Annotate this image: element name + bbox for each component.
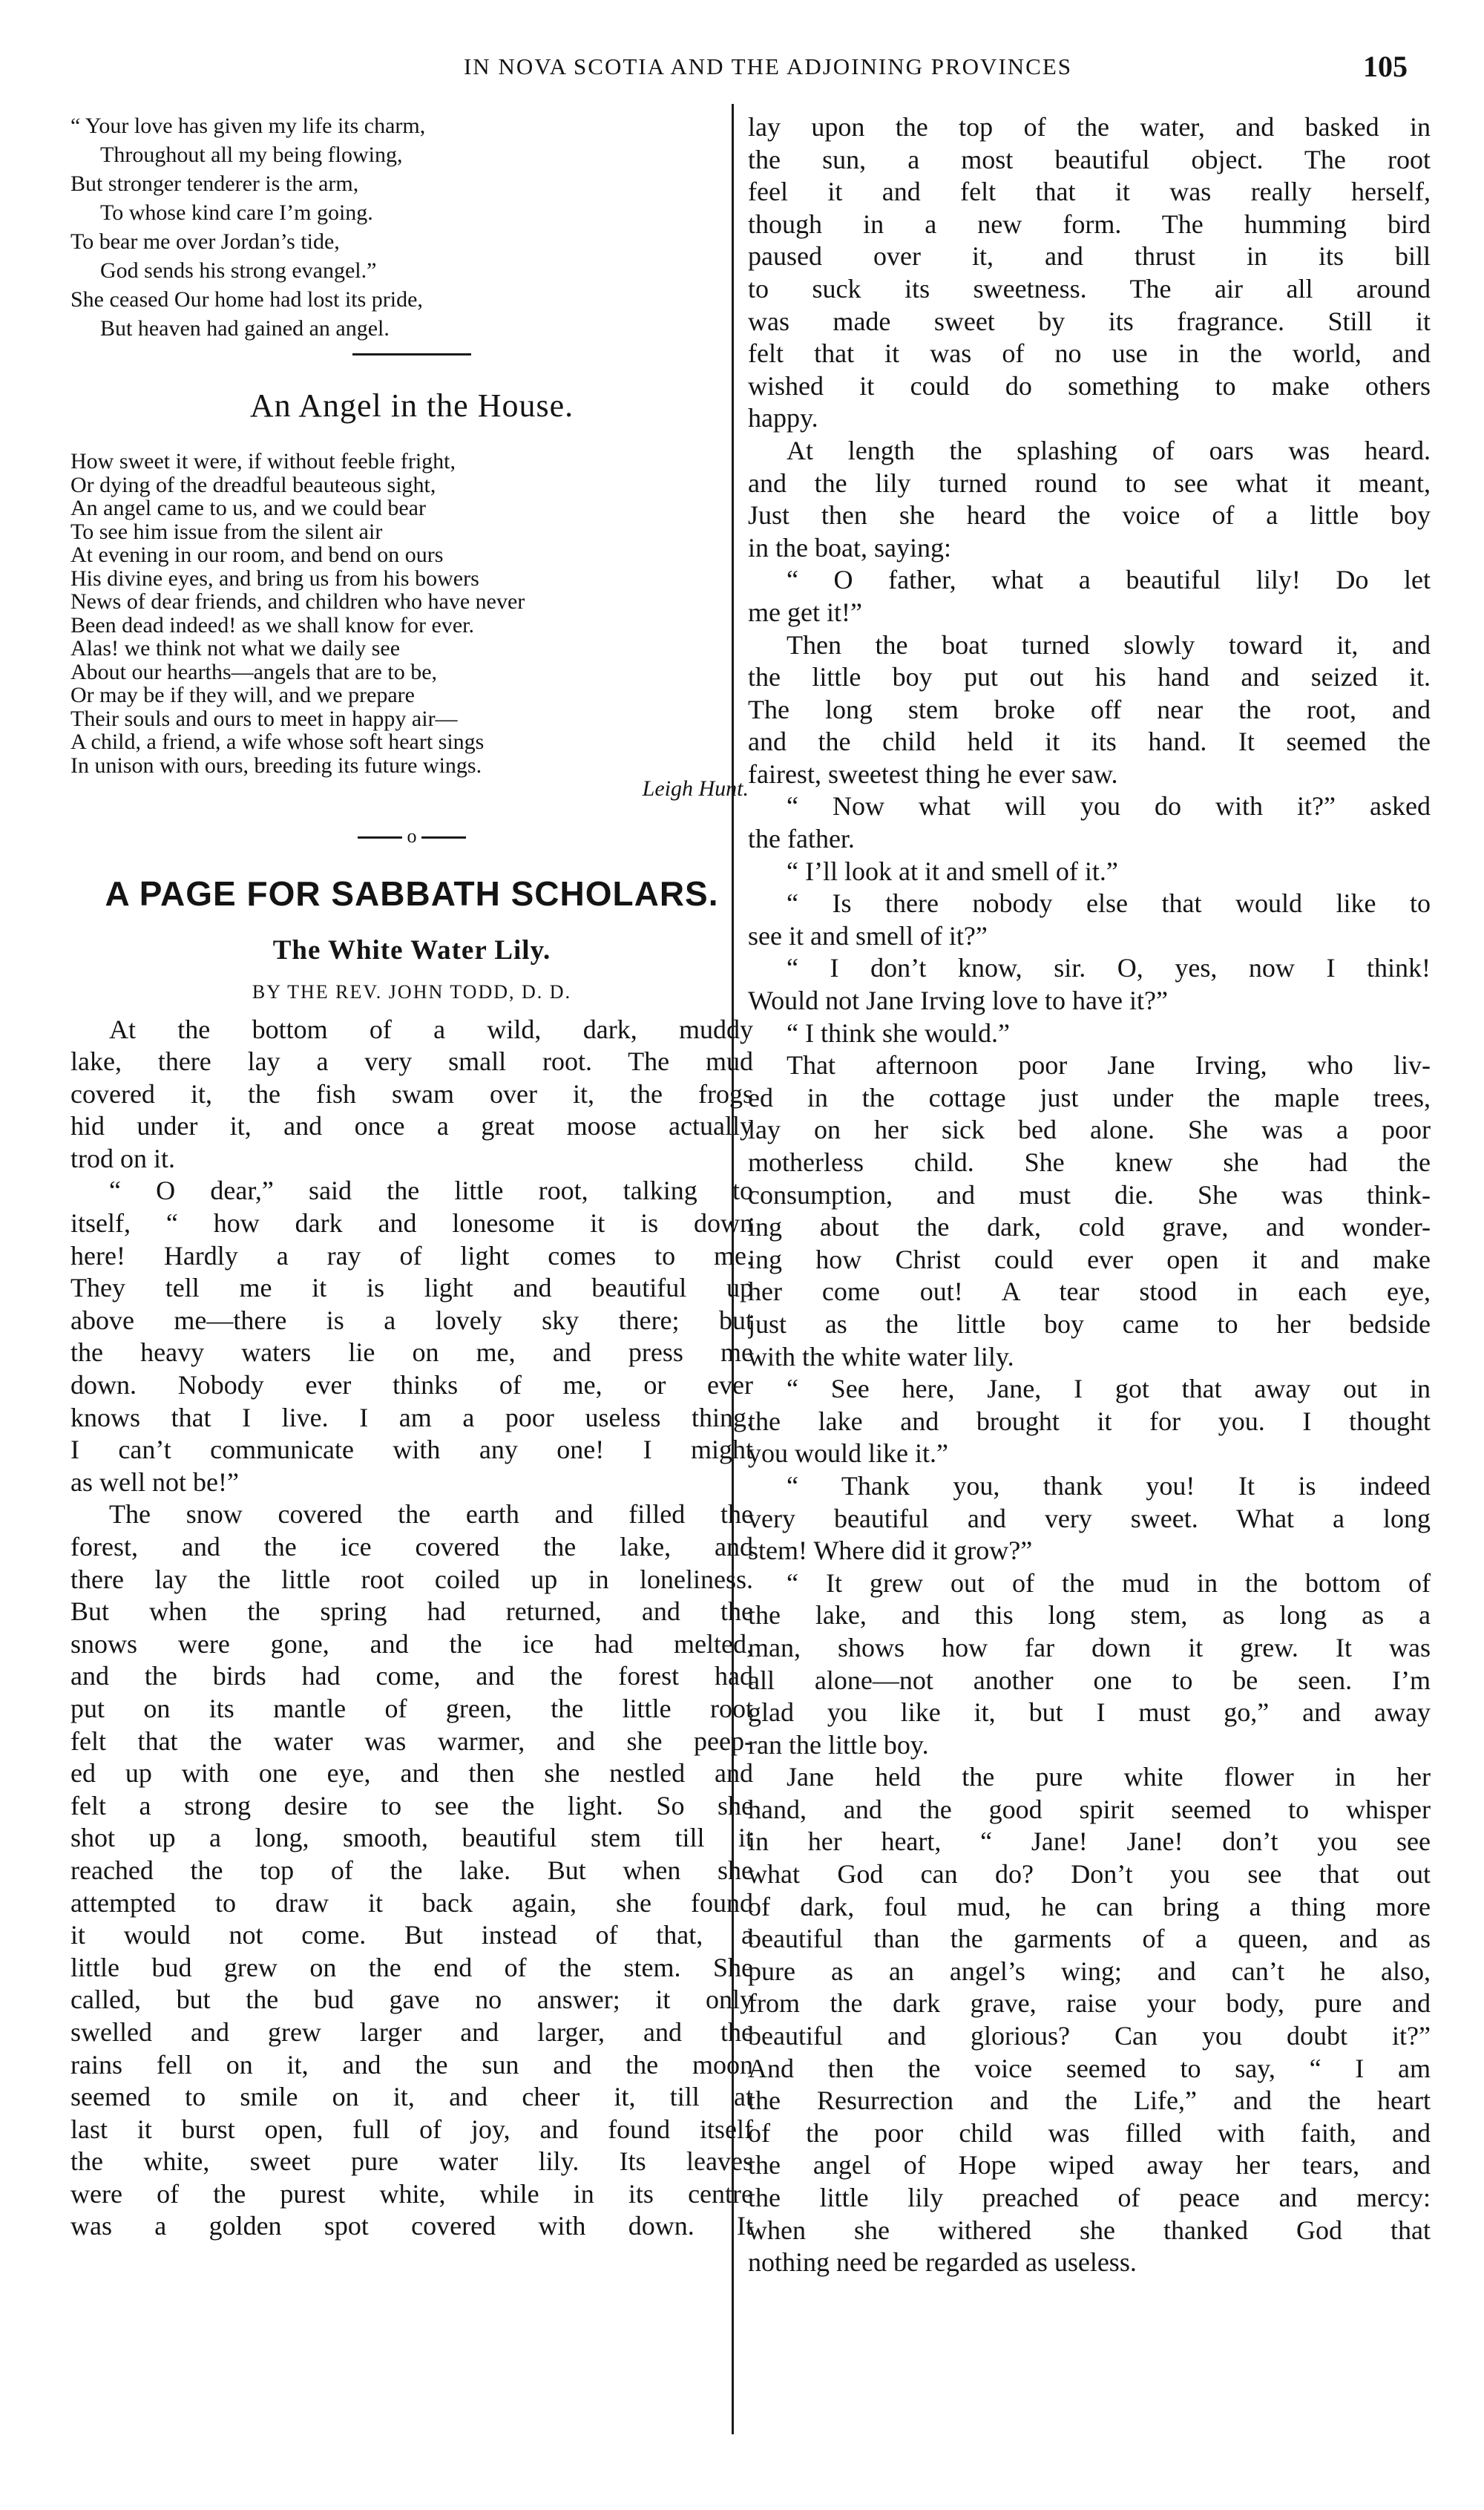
story-line: was a golden spot covered with down. It [70,2211,753,2241]
poem-line: But stronger tenderer is the arm, [70,171,359,196]
story-line: The snow covered the earth and filled the [109,1499,753,1530]
poem-line: To whose kind care I’m going. [100,200,373,225]
right-column [748,111,1431,2279]
story-line: lake, there lay a very small root. The mud [70,1046,753,1077]
poem-line: A child, a friend, a wife whose soft heart sings [70,730,485,754]
story-line: swelled and grew larger and larger, and the [70,2016,753,2047]
story-line: man, shows how far down it grew. It was [748,1632,1431,1662]
story-line: what God can do? Don’t you see that out [748,1859,1431,1890]
story-line: down. Nobody ever thinks of me, or ever [70,1370,753,1400]
story-line: feel it and felt that it was really herself, [748,177,1431,207]
story-line: here! Hardly a ray of light comes to me. [70,1240,753,1271]
story-line: though in a new form. The humming bird [748,209,1431,239]
poem-line: An angel came to us, and we could bear [70,496,426,520]
story-line: with the white water lily. [748,1341,1014,1372]
story-line: and the child held it its hand. It seemed the [748,727,1431,757]
poem-continued [70,111,753,343]
story-line: felt that the water was warmer, and she peep- [70,1726,753,1756]
story-line: At length the splashing of oars was heard. [787,435,1431,465]
story-line: I can’t communicate with any one! I might [70,1435,753,1465]
story-line: beautiful than the garments of a queen, and as [748,1924,1431,1954]
story-line: That afternoon poor Jane Irving, who liv- [787,1050,1431,1081]
story-line: ing about the dark, cold grave, and wonder- [748,1212,1431,1242]
story-line: trod on it. [70,1143,175,1173]
story-line: Just then she heard the voice of a little boy [748,500,1431,531]
story-line: ran the little boy. [748,1729,929,1760]
story-line: were of the purest white, while in its centre [70,2178,753,2209]
poem-line: But heaven had gained an angel. [100,316,390,341]
story-line: called, but the bud gave no answer; it only [70,1985,753,2015]
story-line: her come out! A tear stood in each eye, [748,1277,1431,1307]
poem-line: News of dear friends, and children who have never [70,589,525,614]
story-line: snows were gone, and the ice had melted, [70,1628,753,1659]
story-line: nothing need be regarded as useless. [748,2247,1137,2278]
story-line: felt that it was of no use in the world, and [748,338,1431,369]
page-number: 105 [1363,50,1408,83]
story-line: But when the spring had returned, and the [70,1596,753,1627]
story-line: the sun, a most beautiful object. The root [748,144,1431,174]
left-column [70,111,753,2243]
story-line: lay upon the top of the water, and basked in [748,112,1431,142]
story-line: the heavy waters lie on me, and press me [70,1337,753,1368]
story-line: in the boat, saying: [748,532,951,563]
poem-line: At evening in our room, and bend on ours [70,543,444,567]
story-line: and the birds had come, and the forest had [70,1661,753,1691]
story-line: the white, sweet pure water lily. Its leaves [70,2146,753,2177]
poem-line: Throughout all my being flowing, [100,142,403,167]
story-line: shot up a long, smooth, beautiful stem till it [70,1823,753,1853]
story-line: when she withered she thanked God that [748,2215,1431,2245]
story-line: motherless child. She knew she had the [748,1147,1431,1177]
story-line: forest, and the ice covered the lake, and [70,1532,753,1562]
story-title: The White Water Lily. [272,934,551,966]
poem-line: How sweet it were, if without feeble fright, [70,449,456,474]
story-line: there lay the little root coiled up in loneliness. [70,1564,753,1594]
story-line: above me—there is a lovely sky there; but [70,1305,753,1335]
poem-line: To bear me over Jordan’s tide, [70,229,340,254]
poem-title: An Angel in the House. [249,387,574,424]
story-line: ing how Christ could ever open it and make [748,1244,1431,1274]
story-line: Jane held the pure white flower in her [787,1762,1431,1792]
story-line: glad you like it, but I must go,” and away [748,1697,1431,1728]
running-head: IN NOVA SCOTIA AND THE ADJOINING PROVINCES [463,53,1073,79]
poem-line: Their souls and ours to meet in happy air— [70,706,458,731]
story-line: covered it, the fish swam over it, the frogs [70,1078,753,1109]
story-line: “ Is there nobody else that would like to [787,888,1431,919]
poem-line: To see him issue from the silent air [70,519,383,544]
story-line: felt a strong desire to see the light. So she [70,1790,753,1821]
poem-line: She ceased Our home had lost its pride, [70,287,423,312]
story-line: just as the little boy came to her bedside [748,1308,1431,1339]
story-text-right [748,111,1431,2279]
story-line: the little boy put out his hand and seized it. [748,662,1431,692]
story-line: very beautiful and very sweet. What a long [748,1503,1431,1533]
story-line: ed in the cottage just under the maple trees, [748,1082,1431,1113]
story-line: “ I don’t know, sir. O, yes, now I think! [787,953,1431,983]
story-line: little bud grew on the end of the stem. She [70,1952,753,1982]
story-line: ed up with one eye, and then she nestled and [70,1758,753,1789]
story-line: and the lily turned round to see what it meant, [748,468,1431,498]
poem-line: Alas! we think not what we daily see [70,636,401,661]
story-line: seemed to smile on it, and cheer it, till at [70,2082,753,2112]
story-line: They tell me it is light and beautiful up [70,1273,753,1303]
story-line: the little lily preached of peace and mercy: [748,2183,1431,2212]
poem-author: Leigh Hunt. [642,776,749,801]
story-line: At the bottom of a wild, dark, muddy [109,1014,753,1044]
story-line: last it burst open, full of joy, and found itself [70,2114,753,2144]
story-line: “ See here, Jane, I got that away out in [787,1374,1431,1404]
story-line: paused over it, and thrust in its bill [748,241,1431,272]
story-line: put on its mantle of green, the little root [70,1693,753,1723]
story-line: “ O father, what a beautiful lily! Do let [787,565,1431,595]
story-line: itself, “ how dark and lonesome it is down [70,1208,753,1239]
story-line: from the dark grave, raise your body, pure and [748,1988,1431,2019]
story-line: “ Thank you, thank you! It is indeed [787,1470,1431,1501]
story-line: me get it!” [748,597,862,627]
poem-divider-rule [352,353,471,355]
story-line: beautiful and glorious? Can you doubt it?” [748,2021,1431,2051]
story-line: fairest, sweetest thing he ever saw. [748,758,1118,789]
section-ornament [70,822,753,851]
story-line: see it and smell of it?” [748,920,988,951]
story-line: hid under it, and once a great moose actually [70,1111,753,1141]
story-line: pure as an angel’s wing; and can’t he also, [748,1956,1431,1986]
story-line: “ Now what will you do with it?” asked [787,791,1431,822]
page-header [70,49,1414,86]
story-line: knows that I live. I am a poor useless thing. [70,1402,753,1432]
story-line: hand, and the good spirit seemed to whisper [748,1794,1431,1824]
story-line: the lake and brought it for you. I thought [748,1406,1431,1436]
poem-line: God sends his strong evangel.” [100,258,377,283]
story-line: was made sweet by its fragrance. Still it [748,306,1431,336]
story-line: rains fell on it, and the sun and the moon [70,2049,753,2080]
story-line: The long stem broke off near the root, and [748,694,1431,724]
story-line: Would not Jane Irving love to have it?” [748,986,1168,1016]
story-text-left [70,1014,753,2244]
poem-line: Or may be if they will, and we prepare [70,683,415,707]
poem-line: About our hearths—angels that are to be, [70,659,438,684]
story-line: to suck its sweetness. The air all around [748,273,1431,304]
story-line: in her heart, “ Jane! Jane! don’t you see [748,1826,1431,1857]
story-line: Then the boat turned slowly toward it, and [787,629,1431,660]
story-line: “ O dear,” said the little root, talking to [109,1176,753,1206]
poem-line: “ Your love has given my life its charm, [70,114,426,138]
story-line: all alone—not another one to be seen. I’m [748,1665,1431,1695]
angel-poem-body [70,450,753,777]
story-line: it would not come. But instead of that, a [70,1920,753,1950]
story-line: consumption, and must die. She was think- [748,1179,1431,1210]
story-line: “ It grew out of the mud in the bottom of [787,1567,1431,1598]
story-line: the father. [748,824,855,854]
story-line: the lake, and this long stem, as long as a [748,1600,1431,1631]
story-line: the Resurrection and the Life,” and the heart [748,2085,1431,2116]
story-line: reached the top of the lake. But when she [70,1855,753,1885]
story-line: stem! Where did it grow?” [748,1536,1033,1566]
section-title: A PAGE FOR SABBATH SCHOLARS. [105,874,719,913]
poem-line: Or dying of the dreadful beauteous sight, [70,472,436,497]
story-line: lay on her sick bed alone. She was a poor [748,1115,1431,1145]
ornament-bar-left [358,836,402,839]
story-byline: BY THE REV. JOHN TODD, D. D. [252,980,572,1003]
story-line: And then the voice seemed to say, “ I am [748,2053,1431,2083]
story-line: wished it could do something to make others [748,370,1431,401]
story-line: of the poor child was filled with faith, and [748,2117,1431,2148]
story-line: the angel of Hope wiped away her tears, and [748,2150,1431,2180]
story-line: you would like it.” [748,1438,948,1469]
story-line: “ I think she would.” [787,1018,1010,1048]
poem-line: In unison with ours, breeding its future wings. [70,753,482,778]
story-line: happy. [748,403,818,433]
poem-line: Been dead indeed! as we shall know for ever. [70,612,474,638]
poem-line: His divine eyes, and bring us from his bowers [70,566,479,591]
story-line: “ I’ll look at it and smell of it.” [787,856,1118,886]
ornament-glyph: o [407,825,417,847]
story-line: of dark, foul mud, he can bring a thing more [748,1891,1431,1921]
story-line: as well not be!” [70,1467,239,1497]
story-line: attempted to draw it back again, she found [70,1887,753,1918]
ornament-bar-right [421,836,466,839]
